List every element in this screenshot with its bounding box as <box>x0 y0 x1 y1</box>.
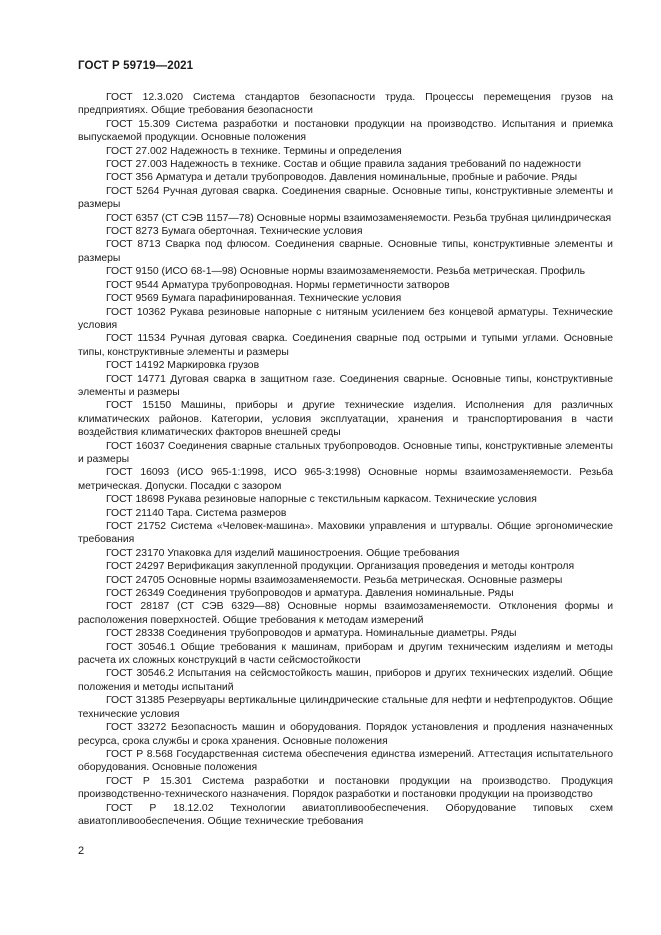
standard-number-header: ГОСТ Р 59719—2021 <box>78 60 194 72</box>
reference-item: ГОСТ 356 Арматура и детали трубопроводов. Давления номинальные, пробные и рабочие. Ряды <box>106 172 578 184</box>
reference-item: ГОСТ 14771 Дуговая сварка в защитном газе. Соединения сварные. Основные типы, конструктивные элементы и размеры <box>78 373 613 398</box>
reference-item: ГОСТ Р 18.12.02 Технологии авиатопливообеспечения. Оборудование типовых схем авиатопливообеспечения. Общие технические требования <box>78 802 613 827</box>
reference-item: ГОСТ 15.309 Система разработки и постановки продукции на производство. Испытания и приемка выпускаемой продукции. Основные положения <box>78 118 613 144</box>
reference-item: ГОСТ 33272 Безопасность машин и оборудования. Порядок установления и продления назначенных ресурса, срока службы и срока хранения. Основные положения <box>78 722 613 747</box>
reference-item: ГОСТ 18698 Рукава резиновые напорные с текстильным каркасом. Технические условия <box>106 494 537 506</box>
reference-item: ГОСТ 28187 (СТ СЭВ 6329—88) Основные нормы взаимозаменяемости. Отклонения формы и расположения поверхностей. Общие требования к методам измерений <box>78 601 613 626</box>
reference-item: ГОСТ 24297 Верификация закупленной продукции. Организация проведения и методы контроля <box>106 561 575 573</box>
reference-item: ГОСТ 8273 Бумага оберточная. Технические условия <box>106 226 363 238</box>
reference-item: ГОСТ 6357 (СТ СЭВ 1157—78) Основные нормы взаимозаменяемости. Резьба трубная цилиндрическая <box>106 212 612 224</box>
reference-item: ГОСТ 9544 Арматура трубопроводная. Нормы герметичности затворов <box>106 279 450 291</box>
page-number: 2 <box>78 845 85 857</box>
reference-item: ГОСТ 23170 Упаковка для изделий машиностроения. Общие требования <box>106 547 460 559</box>
reference-item: ГОСТ 24705 Основные нормы взаимозаменяемости. Резьба метрическая. Основные размеры <box>106 574 563 586</box>
reference-item: ГОСТ 14192 Маркировка грузов <box>106 360 260 372</box>
reference-item: ГОСТ 26349 Соединения трубопроводов и арматура. Давления номинальные. Ряды <box>106 588 514 600</box>
reference-item: ГОСТ 5264 Ручная дуговая сварка. Соединения сварные. Основные типы, конструктивные элементы и размеры <box>78 185 613 211</box>
reference-item: ГОСТ 30546.1 Общие требования к машинам, приборам и другим техническим изделиям и методы расчета их сложных конструкций в части сейсмостойкости <box>78 641 613 667</box>
reference-item: ГОСТ Р 15.301 Система разработки и постановки продукции на производство. Продукция производственно-технического назначения. Порядок разработки и постановки продукции на производство <box>78 775 613 801</box>
reference-item: ГОСТ 9569 Бумага парафинированная. Технические условия <box>106 293 402 305</box>
reference-item: ГОСТ 30546.2 Испытания на сейсмостойкость машин, приборов и других технических изделий. Общие положения и методы испытаний <box>78 668 613 693</box>
reference-item: ГОСТ 10362 Рукава резиновые напорные с нитяным усилением без концевой арматуры. Технические условия <box>78 306 613 331</box>
reference-item: ГОСТ 8713 Сварка под флюсом. Соединения сварные. Основные типы, конструктивные элементы и размеры <box>78 239 613 264</box>
reference-item: ГОСТ 21752 Система «Человек-машина». Маховики управления и штурвалы. Общие эргономические требования <box>78 521 613 546</box>
reference-item: ГОСТ 27.003 Надежность в технике. Состав и общие правила задания требований по надежности <box>106 159 581 171</box>
reference-item: ГОСТ 9150 (ИСО 68-1—98) Основные нормы взаимозаменяемости. Резьба метрическая. Профиль <box>106 266 586 278</box>
reference-item: ГОСТ Р 8.568 Государственная система обеспечения единства измерений. Аттестация испытательного оборудования. Основные положения <box>78 748 613 774</box>
reference-item: ГОСТ 11534 Ручная дуговая сварка. Соединения сварные под острыми и тупыми углами. Основные типы, конструктивные элементы и размеры <box>78 333 613 358</box>
reference-item: ГОСТ 16093 (ИСО 965-1:1998, ИСО 965-3:1998) Основные нормы взаимозаменяемости. Резьба метрическая. Допуски. Посадки с зазором <box>78 467 613 492</box>
reference-item: ГОСТ 15150 Машины, приборы и другие технические изделия. Исполнения для различных климатических районов. Категории, условия эксплуатации, хранения и транспортирования в части воздействия климатических факторов внешней среды <box>78 400 613 439</box>
reference-item: ГОСТ 12.3.020 Система стандартов безопасности труда. Процессы перемещения грузов на предприятиях. Общие требования безопасности <box>78 92 613 117</box>
reference-item: ГОСТ 16037 Соединения сварные стальных трубопроводов. Основные типы, конструктивные элементы и размеры <box>78 440 613 465</box>
normative-references-list <box>78 91 613 828</box>
reference-item: ГОСТ 28338 Соединения трубопроводов и арматура. Номинальные диаметры. Ряды <box>106 628 517 640</box>
reference-item: ГОСТ 21140 Тара. Система размеров <box>106 507 287 519</box>
reference-item: ГОСТ 27.002 Надежность в технике. Термины и определения <box>106 145 402 157</box>
reference-item: ГОСТ 31385 Резервуары вертикальные цилиндрические стальные для нефти и нефтепродуктов. Общие технические условия <box>78 695 613 720</box>
